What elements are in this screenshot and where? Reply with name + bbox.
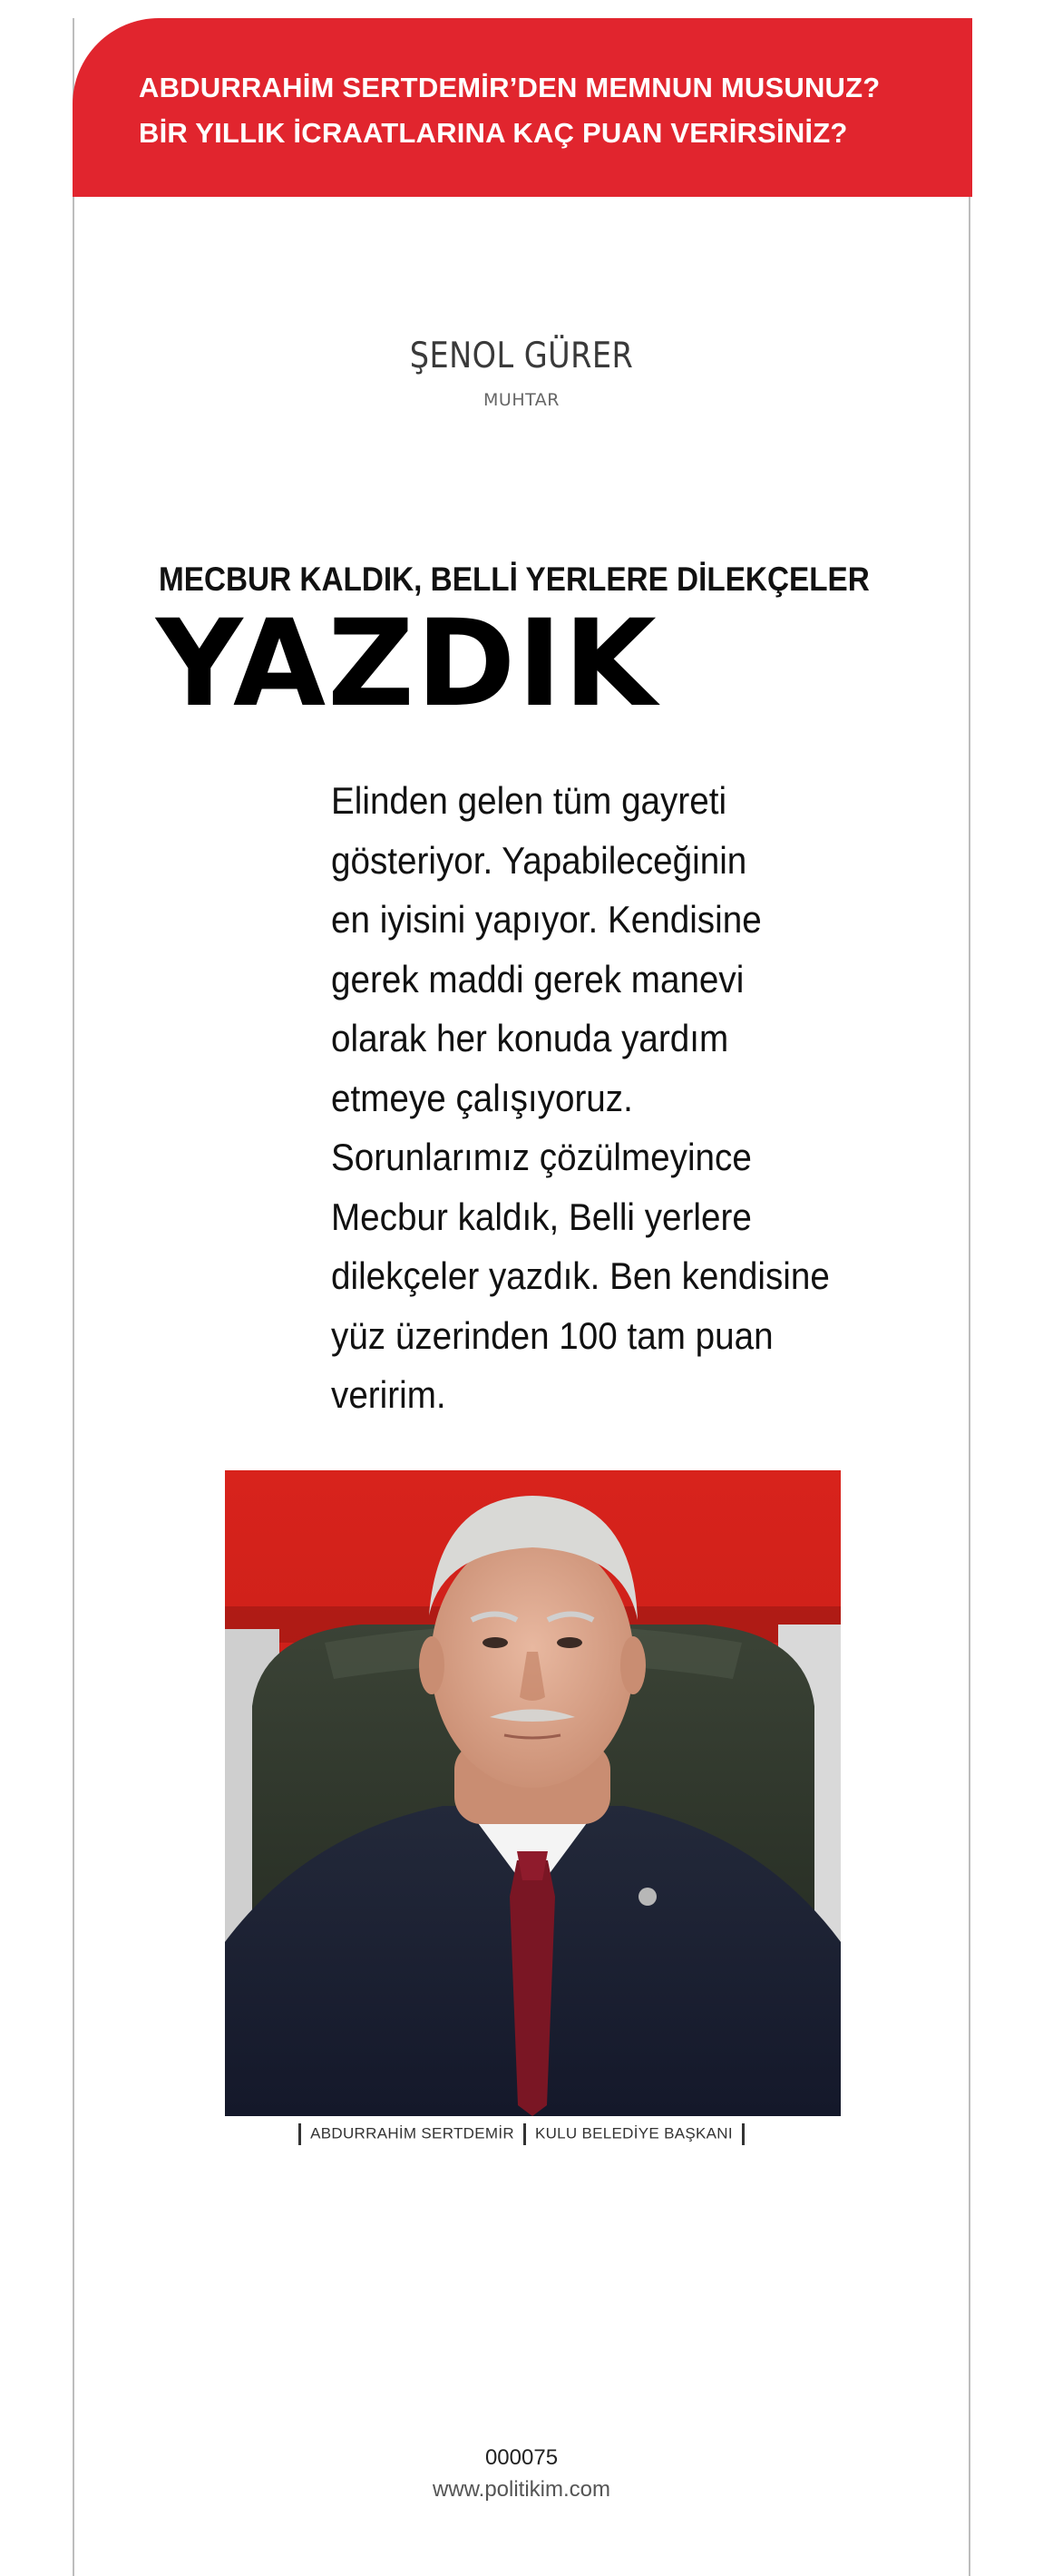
caption-divider [298,2123,301,2145]
footer-website: www.politikim.com [432,2477,611,2502]
interviewee-role: MUHTAR [483,390,560,410]
quote-line: Mecbur kaldık, Belli yerlere [331,1195,752,1238]
quote-body [331,771,893,1425]
caption-person-name: ABDURRAHİM SERTDEMİR [310,2124,514,2142]
mayor-portrait-photo [225,1470,841,2116]
quote-line: gösteriyor. Yapabileceğinin [331,838,747,882]
interviewee-name: ŞENOL GÜRER [409,336,634,376]
quote-line: gerek maddi gerek manevi [331,957,745,1000]
header-banner [73,18,972,197]
quote-line: yüz üzerinden 100 tam puan [331,1313,774,1357]
headline-subtitle: MECBUR KALDIK, BELLİ YERLERE DİLEKÇELER [159,561,870,598]
header-question-line-2: BİR YILLIK İCRAATLARINA KAÇ PUAN VERİRSİNİZ? [139,117,848,149]
quote-line: olarak her konuda yardım [331,1017,729,1059]
quote-line: dilekçeler yazdık. Ben kendisine [331,1254,830,1297]
quote-line: veririm. [331,1373,446,1416]
header-question-line-1: ABDURRAHİM SERTDEMİR’DEN MEMNUN MUSUNUZ? [139,72,881,103]
caption-divider [742,2123,745,2145]
quote-line: etmeye çalışıyoruz. [331,1076,633,1119]
page-code: 000075 [484,2445,559,2470]
caption-person-title: KULU BELEDİYE BAŞKANI [534,2124,733,2142]
quote-line: en iyisini yapıyor. Kendisine [331,898,762,941]
photo-caption [0,2123,1043,2145]
caption-divider [523,2123,526,2145]
quote-line: Sorunlarımız çözülmeyince [331,1136,752,1178]
headline-title: YAZDIK [156,594,658,734]
quote-line: Elinden gelen tüm gayreti [331,779,727,822]
